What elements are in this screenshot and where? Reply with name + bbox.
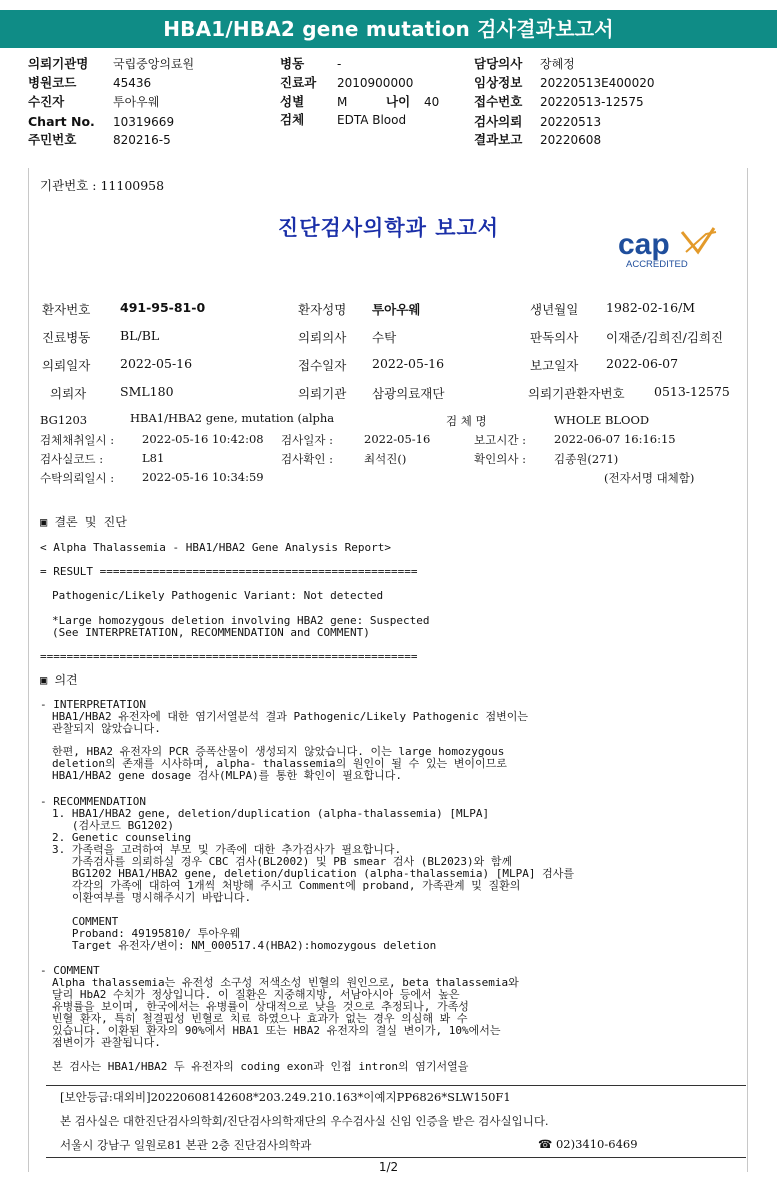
value: 20220513 bbox=[540, 115, 602, 129]
consign-time: 2022-05-16 10:34:59 bbox=[142, 470, 264, 484]
receive-date: 2022-05-16 bbox=[372, 356, 445, 371]
comment-target: Target 유전자/변이: NM_000517.4(HBA2):homozygous deletion bbox=[52, 939, 437, 952]
comment-heading: - COMMENT bbox=[40, 964, 100, 977]
comment-text: 점변이가 관찰됩니다. bbox=[52, 1036, 161, 1049]
label: 주민번호 bbox=[28, 132, 77, 147]
value: 국립중앙의료원 bbox=[113, 57, 195, 71]
reading-doctors: 이재준/김희진/김희진 bbox=[606, 330, 724, 345]
patient-name: 투아우웨 bbox=[372, 302, 421, 317]
label: Chart No. bbox=[28, 114, 95, 129]
comment-text: 달리 HbA2 수치가 정상입니다. 이 질환은 지중해지방, 서남아시아 등에서 높은 bbox=[52, 988, 460, 1001]
interpretation-text: 한편, HBA2 유전자의 PCR 증폭산물이 생성되지 않았습니다. 이는 large homozygous bbox=[52, 745, 505, 758]
value: 장혜정 bbox=[540, 57, 575, 71]
label: 검사의뢰 bbox=[474, 114, 523, 129]
value: 20220513E400020 bbox=[540, 76, 655, 90]
request-date: 2022-05-16 bbox=[120, 356, 193, 371]
patient-number: 491-95-81-0 bbox=[120, 300, 206, 315]
conclusion-heading: ▣ 결론 및 진단 bbox=[40, 515, 127, 529]
report-time: 2022-06-07 16:16:15 bbox=[554, 432, 676, 446]
label: 판독의사 bbox=[530, 330, 579, 345]
cap-accredited-logo bbox=[616, 222, 726, 270]
requester: SML180 bbox=[120, 384, 174, 399]
value: M bbox=[337, 95, 348, 109]
label: 검체채취일시 : bbox=[40, 433, 115, 447]
recommendation-item: 1. HBA1/HBA2 gene, deletion/duplication (alpha-thalassemia) [MLPA] bbox=[52, 807, 490, 820]
value: 20220608 bbox=[540, 133, 602, 147]
interpretation-text: deletion의 존재를 시사하며, alpha- thalassemia의 원인이 될 수 있는 변이이므로 bbox=[52, 757, 507, 770]
value: EDTA Blood bbox=[337, 113, 407, 127]
label: 환자번호 bbox=[42, 302, 91, 317]
label: 접수일자 bbox=[298, 358, 347, 373]
label: 의뢰기관환자번호 bbox=[528, 386, 625, 401]
recommendation-heading: - RECOMMENDATION bbox=[40, 795, 146, 808]
label: 확인의사 : bbox=[474, 452, 526, 466]
result-deletion: *Large homozygous deletion involving HBA2 gene: Suspected bbox=[52, 614, 430, 627]
label: 의뢰일자 bbox=[42, 358, 91, 373]
footer-divider bbox=[46, 1157, 746, 1158]
certification-note: 본 검사실은 대한진단검사의학회/진단검사의학재단의 우수검사실 신임 인증을 받은 검사실입니다. bbox=[60, 1114, 549, 1128]
label: 환자성명 bbox=[298, 302, 347, 317]
ward: BL/BL bbox=[120, 328, 160, 343]
label: 검사확인 : bbox=[281, 452, 333, 466]
patient-dob: 1982-02-16/M bbox=[606, 300, 696, 315]
label: 나이 bbox=[386, 94, 411, 109]
label: 의뢰자 bbox=[50, 386, 87, 401]
confirm-doctor: 김종원(271) bbox=[554, 452, 619, 466]
label: 임상정보 bbox=[474, 75, 523, 90]
label: 병동 bbox=[280, 56, 305, 71]
value: 2010900000 bbox=[337, 76, 414, 90]
footer-divider bbox=[46, 1085, 746, 1086]
page-number: 1/2 bbox=[378, 1160, 399, 1174]
label: 수진자 bbox=[28, 94, 65, 109]
security-line: [보안등급:대외비]20220608142608*203.249.210.163*이예지PP6826*SLW150F1 bbox=[60, 1090, 511, 1104]
opinion-heading: ▣ 의견 bbox=[40, 673, 78, 687]
interpretation-text: 관찰되지 않았습니다. bbox=[52, 722, 161, 735]
label: 수탁의뢰일시 : bbox=[40, 471, 115, 485]
label: 생년월일 bbox=[530, 302, 579, 317]
test-date: 2022-05-16 bbox=[364, 432, 431, 446]
comment-text: Alpha thalassemia는 유전성 소구성 저색소성 빈혈의 원인으로, beta thalassemia와 bbox=[52, 976, 519, 989]
recommendation-item: 2. Genetic counseling bbox=[52, 831, 192, 844]
phone: ☎ 02)3410-6469 bbox=[538, 1137, 638, 1151]
interpretation-heading: - INTERPRETATION bbox=[40, 698, 146, 711]
label: 검사실코드 : bbox=[40, 452, 104, 466]
cap-logo-text: cap bbox=[618, 228, 670, 261]
label: 검사일자 : bbox=[281, 433, 333, 447]
test-code: BG1203 bbox=[40, 413, 88, 427]
interpretation-text: HBA1/HBA2 gene dosage 검사(MLPA)를 통한 확인이 필요합니다. bbox=[52, 769, 403, 782]
label: 담당의사 bbox=[474, 56, 523, 71]
recommendation-item: (검사코드 BG1202) bbox=[52, 819, 174, 832]
value: 45436 bbox=[113, 76, 152, 90]
recommendation-item: BG1202 HBA1/HBA2 gene, deletion/duplication (alpha-thalassemia) [MLPA] 검사를 bbox=[52, 867, 574, 880]
collect-time: 2022-05-16 10:42:08 bbox=[142, 432, 264, 446]
recommendation-item: 가족검사를 의뢰하실 경우 CBC 검사(BL2002) 및 PB smear 검사 (BL2023)와 함께 bbox=[52, 855, 513, 868]
label: 진료병동 bbox=[42, 330, 91, 345]
value: 820216-5 bbox=[113, 133, 171, 147]
test-confirm: 최석진() bbox=[364, 452, 407, 466]
result-variant: Pathogenic/Likely Pathogenic Variant: Not detected bbox=[52, 589, 384, 602]
report-date: 2022-06-07 bbox=[606, 356, 679, 371]
value: - bbox=[337, 57, 342, 71]
recommendation-item: 3. 가족력을 고려하여 부모 및 가족에 대한 추가검사가 필요합니다. bbox=[52, 843, 402, 856]
test-name: HBA1/HBA2 gene, mutation (alpha bbox=[130, 411, 335, 425]
interpretation-text: HBA1/HBA2 유전자에 대한 염기서열분석 결과 Pathogenic/Likely Pathogenic 점변이는 bbox=[52, 710, 529, 723]
value: 투아우웨 bbox=[113, 95, 160, 109]
separator-line: ========================================================= bbox=[40, 650, 418, 663]
recommendation-item: 이환여부를 명시해주시기 바랍니다. bbox=[52, 891, 252, 904]
recommendation-item: 각각의 가족에 대하여 1개씩 처방해 주시고 Comment에 proband, 가족관계 및 질환의 bbox=[52, 879, 521, 892]
label: 의뢰기관명 bbox=[28, 56, 89, 71]
requesting-patient-number: 0513-12575 bbox=[654, 384, 730, 399]
label: 진료과 bbox=[280, 75, 317, 90]
requesting-institution: 삼광의료재단 bbox=[372, 386, 445, 401]
label: 접수번호 bbox=[474, 94, 523, 109]
comment-proband: Proband: 49195810/ 투아우웨 bbox=[52, 927, 241, 940]
comment-text: 빈혈 환자, 특히 철결핍성 빈혈로 치료 하였으나 효과가 없는 경우 의심해 봐 수 bbox=[52, 1012, 468, 1025]
report-title-bar: HBA1/HBA2 gene mutation 검사결과보고서 bbox=[0, 10, 777, 48]
label: 검 체 명 bbox=[446, 414, 487, 428]
report-name: < Alpha Thalassemia - HBA1/HBA2 Gene Analysis Report> bbox=[40, 541, 391, 554]
requesting-doctor: 수탁 bbox=[372, 330, 397, 345]
value: 20220513-12575 bbox=[540, 95, 644, 109]
lab-code: L81 bbox=[142, 451, 165, 465]
comment-text: 있습니다. 이환된 환자의 90%에서 HBA1 또는 HBA2 유전자의 결실 변이가, 10%에서는 bbox=[52, 1024, 501, 1037]
institution-number: 기관번호 : 11100958 bbox=[40, 178, 165, 193]
comment-text: 유병률을 보이며, 한국에서는 유병률이 상대적으로 낮을 것으로 추정되나, 가족성 bbox=[52, 1000, 469, 1013]
label: 의뢰의사 bbox=[298, 330, 347, 345]
value: 10319669 bbox=[113, 115, 175, 129]
label: 병원코드 bbox=[28, 75, 77, 90]
electronic-signature-note: (전자서명 대체함) bbox=[604, 471, 695, 485]
label: 검체 bbox=[280, 112, 305, 127]
result-line: = RESULT ================================================ bbox=[40, 565, 418, 578]
comment-subheading: COMMENT bbox=[52, 915, 119, 928]
label: 보고시간 : bbox=[474, 433, 526, 447]
cap-logo-sub: ACCREDITED bbox=[626, 259, 688, 270]
label: 보고일자 bbox=[530, 358, 579, 373]
comment-text: 본 검사는 HBA1/HBA2 두 유전자의 coding exon과 인접 intron의 염기서열을 bbox=[52, 1060, 469, 1073]
header-info bbox=[0, 56, 777, 152]
label: 의뢰기관 bbox=[298, 386, 347, 401]
value: 40 bbox=[424, 95, 440, 109]
result-see-also: (See INTERPRETATION, RECOMMENDATION and COMMENT) bbox=[52, 626, 370, 639]
report-title: 진단검사의학과 보고서 bbox=[277, 216, 500, 240]
specimen: WHOLE BLOOD bbox=[554, 413, 650, 427]
address: 서울시 강남구 일원로81 본관 2층 진단검사의학과 bbox=[60, 1138, 312, 1152]
label: 결과보고 bbox=[474, 132, 523, 147]
label: 성별 bbox=[280, 94, 305, 109]
